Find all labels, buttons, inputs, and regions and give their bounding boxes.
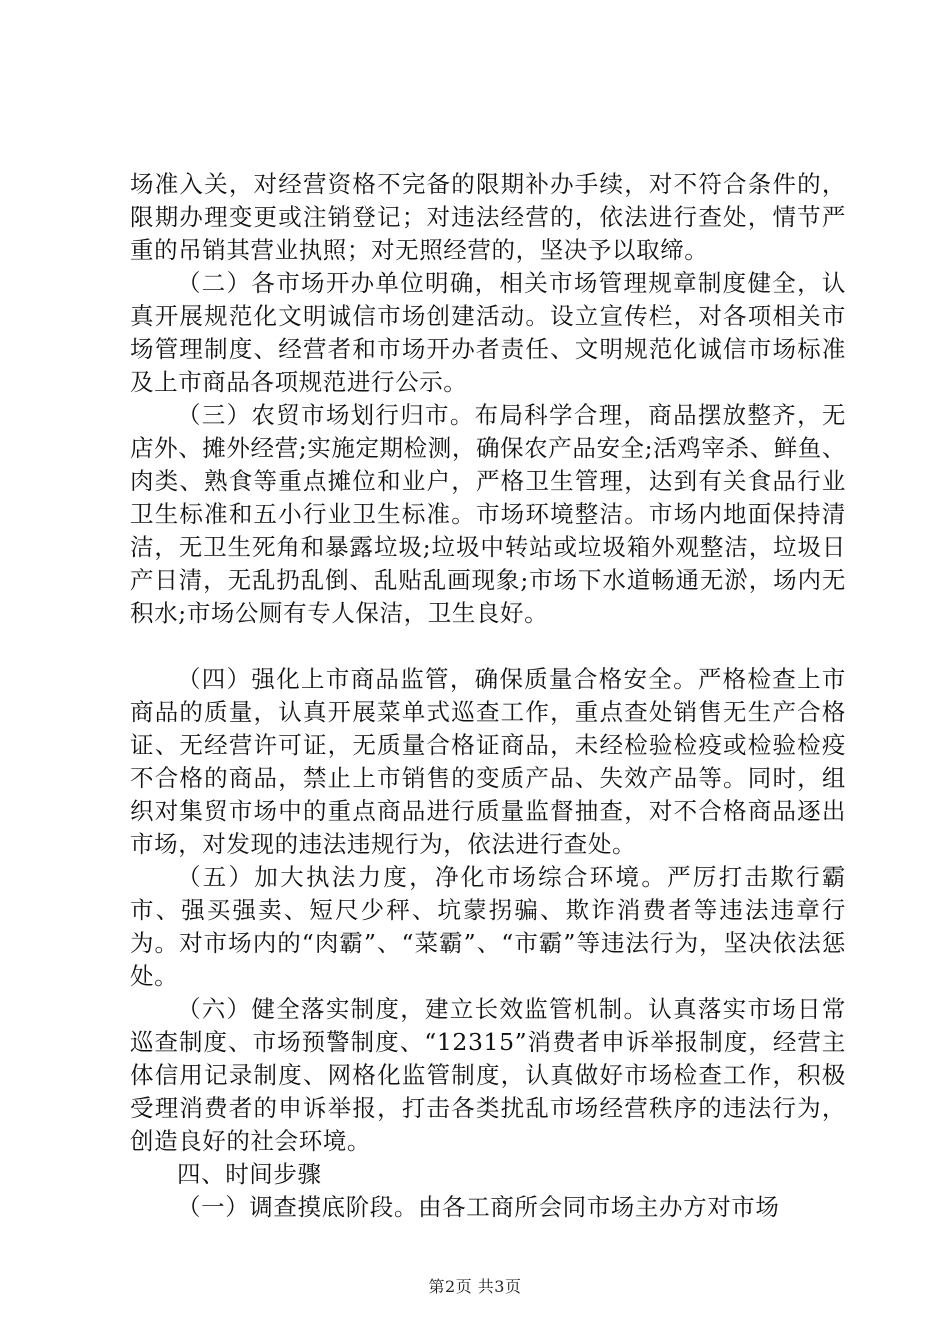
paragraph-section-2: （二）各市场开办单位明确，相关市场管理规章制度健全，认真开展规范化文明诚信市场创建活动。设立宣传栏，对各项相关市场管理制度、经营者和市场开办者责任、文明规范化诚信市场标准及上市商品各项规范进行公示。 bbox=[130, 269, 846, 396]
document-body bbox=[130, 168, 846, 1224]
paragraph-continuation: 场准入关，对经营资格不完备的限期补办手续，对不符合条件的，限期办理变更或注销登记；对违法经营的，依法进行查处，情节严重的吊销其营业执照；对无照经营的，坚决予以取缔。 bbox=[130, 170, 846, 264]
paragraph-section-5: （五）加大执法力度，净化市场综合环境。严厉打击欺行霸市、强买强卖、短尺少秤、坑蒙拐骗、欺诈消费者等违法违章行为。对市场内的“肉霸”、“菜霸”、“市霸”等违法行为，坚决依法惩处。 bbox=[130, 863, 846, 990]
paragraph-section-3: （三）农贸市场划行归市。布局科学合理，商品摆放整齐，无店外、摊外经营;实施定期检测，确保农产品安全;活鸡宰杀、鲜鱼、肉类、熟食等重点摊位和业户，严格卫生管理，达到有关食品行业卫生标准和五小行业卫生标准。市场环境整洁。市场内地面保持清洁，无卫生死角和暴露垃圾;垃圾中转站或垃圾箱外观整洁，垃圾日产日清，无乱扔乱倒、乱贴乱画现象;市场下水道畅通无淤，场内无积水;市场公厕有专人保洁，卫生良好。 bbox=[130, 401, 846, 627]
page-number-footer: 第2页 共3页 bbox=[428, 1277, 522, 1296]
heading-time-steps: 四、时间步骤 bbox=[177, 1160, 322, 1188]
paragraph-step-1: （一）调查摸底阶段。由各工商所会同市场主办方对市场 bbox=[177, 1193, 780, 1221]
paragraph-section-6: （六）健全落实制度，建立长效监管机制。认真落实市场日常巡查制度、市场预警制度、“12315”消费者申诉举报制度，经营主体信用记录制度、网格化监管制度，认真做好市场检查工作，积极受理消费者的申诉举报，打击各类扰乱市场经营秩序的违法行为，创造良好的社会环境。 bbox=[130, 995, 846, 1155]
paragraph-section-4: （四）强化上市商品监管，确保质量合格安全。严格检查上市商品的质量，认真开展菜单式巡查工作，重点查处销售无生产合格证、无经营许可证，无质量合格证商品，未经检验检疫或检验检疫不合格的商品，禁止上市销售的变质产品、失效产品等。同时，组织对集贸市场中的重点商品进行质量监督抽查，对不合格商品逐出市场，对发现的违法违规行为，依法进行查处。 bbox=[130, 665, 846, 858]
